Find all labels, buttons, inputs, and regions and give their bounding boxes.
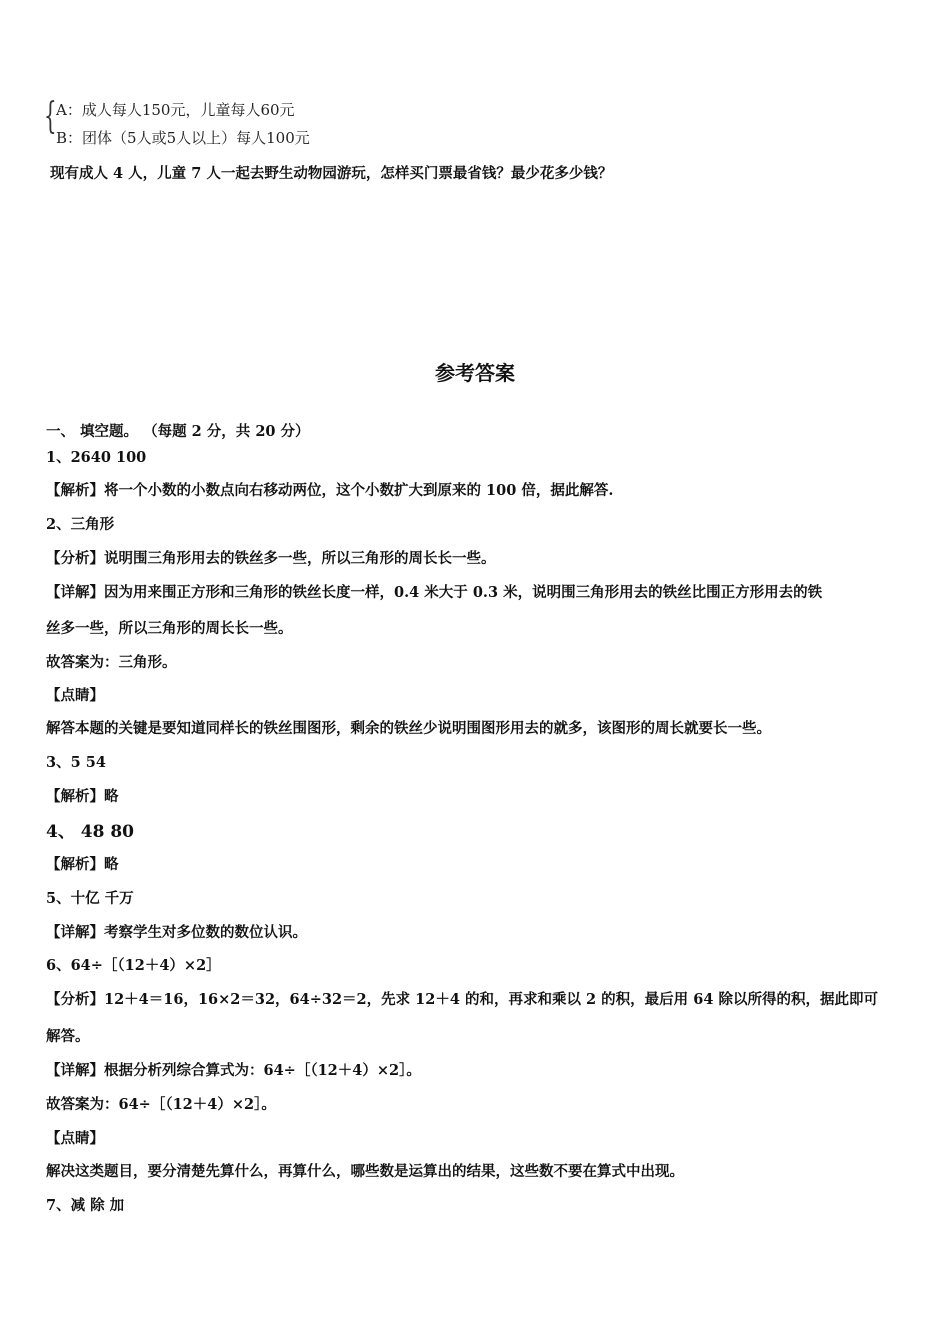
answer-line: 7、减 除 加 (46, 1197, 125, 1214)
answer-line: 1、2640 100 (46, 449, 147, 466)
answer-line: 【解析】将一个小数的小数点向右移动两位，这个小数扩大到原来的 100 倍，据此解答. (46, 482, 614, 499)
answer-line: 【详解】考察学生对多位数的数位认识。 (46, 924, 307, 941)
answer-line: 【详解】根据分析列综合算式为：64÷［（12＋4）×2］。 (46, 1062, 421, 1079)
answer-line: 故答案为：三角形。 (46, 654, 177, 671)
answer-line: 故答案为：64÷［（12＋4）×2］。 (46, 1096, 276, 1113)
answer-line: 丝多一些，所以三角形的周长长一些。 (46, 620, 293, 637)
option-b: B：团体（5人或5人以上）每人100元 (56, 129, 310, 147)
answer-line: 【点睛】 (46, 1130, 104, 1147)
answer-line: 【解析】略 (46, 788, 119, 805)
answer-line: 2、三角形 (46, 516, 115, 533)
answer-line: 【点睛】 (46, 687, 104, 704)
answer-line: 【详解】因为用来围正方形和三角形的铁丝长度一样，0.4 米大于 0.3 米，说明围三角形用去的铁丝比围正方形用去的铁 (46, 584, 823, 601)
answer-line: 【解析】略 (46, 856, 119, 873)
answer-line: 解决这类题目，要分清楚先算什么，再算什么，哪些数是运算出的结果，这些数不要在算式中出现。 (46, 1163, 684, 1180)
answer-line: 6、64÷［（12＋4）×2］ (46, 957, 221, 974)
option-a: A：成人每人150元，儿童每人60元 (56, 101, 295, 119)
answer-line: 5、十亿 千万 (46, 890, 134, 907)
answer-line: 4、 48 80 (46, 822, 134, 842)
section-heading: 一、 填空题。 （每题 2 分，共 20 分） (46, 423, 310, 440)
answer-line: 3、5 54 (46, 754, 106, 771)
answer-line: 【分析】说明围三角形用去的铁丝多一些，所以三角形的周长长一些。 (46, 550, 496, 567)
option-brace: { (44, 96, 57, 137)
answers-title: 参考答案 (435, 361, 515, 385)
answer-line: 解答本题的关键是要知道同样长的铁丝围图形，剩余的铁丝少说明围图形用去的就多，该图形的周长就要长一些。 (46, 720, 771, 737)
question-text: 现有成人 4 人，儿童 7 人一起去野生动物园游玩，怎样买门票最省钱？最少花多少钱？ (50, 165, 613, 182)
answer-line: 解答。 (46, 1028, 90, 1045)
answer-line: 【分析】12＋4＝16，16×2＝32，64÷32＝2，先求 12＋4 的和，再求和乘以 2 的积，最后用 64 除以所得的积，据此即可 (46, 991, 878, 1008)
